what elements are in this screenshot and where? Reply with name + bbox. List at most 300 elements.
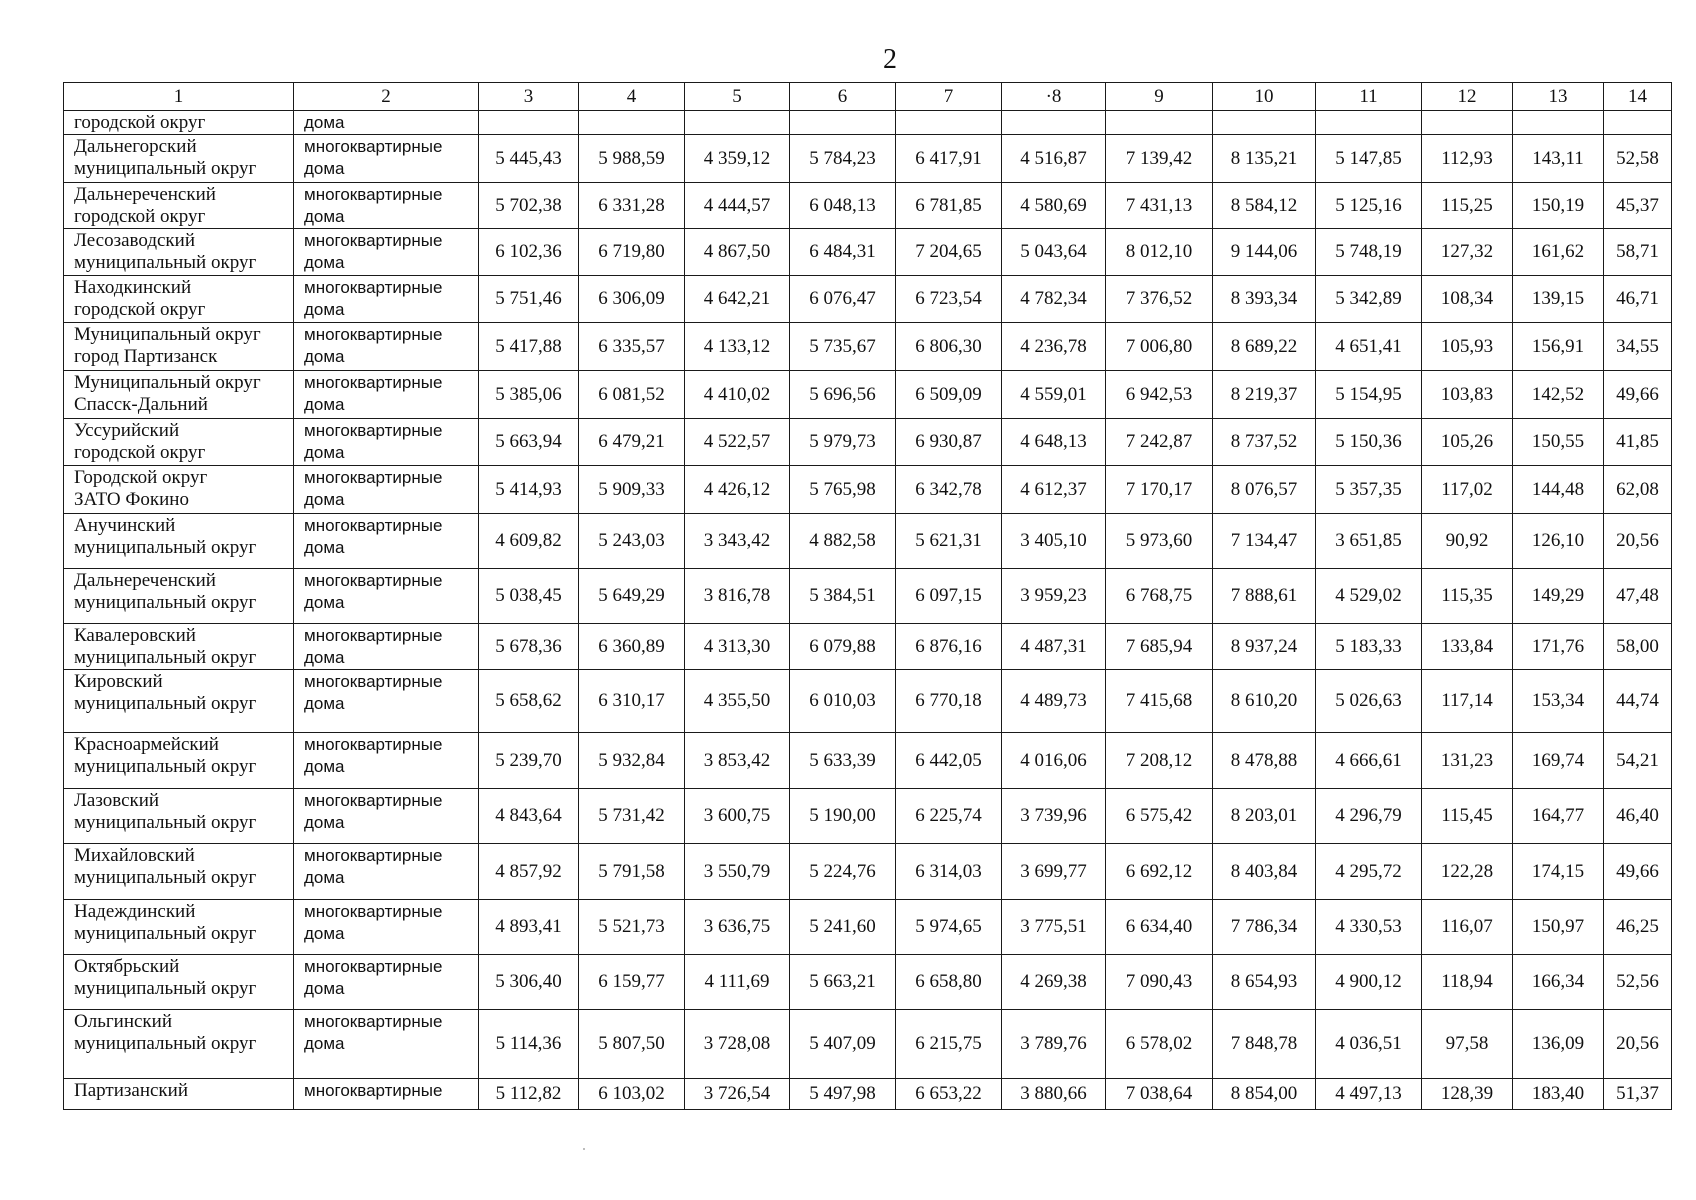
housing-type-line: многоквартирные [304,278,443,297]
value-cell: 6 442,05 [896,733,1002,789]
column-number-header: 10 [1213,83,1316,111]
municipality-name-line: Кавалеровский [74,625,196,646]
municipality-name-cell [64,111,294,135]
value-cell: 6 770,18 [896,670,1002,733]
value-cell: 103,83 [1422,371,1513,419]
value-cell: 5 784,23 [790,135,896,183]
value-cell: 3 636,75 [685,900,790,955]
housing-type-line: дома [304,253,345,272]
value-cell: 5 521,73 [579,900,685,955]
value-cell: 4 651,41 [1316,323,1422,371]
municipality-name-line: Партизанский [74,1080,188,1101]
column-number-header: 14 [1604,83,1672,111]
value-cell: 6 719,80 [579,229,685,276]
value-cell: 6 634,40 [1106,900,1213,955]
value-cell: 4 900,12 [1316,955,1422,1010]
municipality-name-cell [64,733,294,789]
value-cell: 5 932,84 [579,733,685,789]
value-cell: 8 654,93 [1213,955,1316,1010]
table-row [64,323,1672,371]
value-cell: 115,45 [1422,789,1513,844]
value-cell: 3 739,96 [1002,789,1106,844]
value-cell: 6 097,15 [896,569,1002,624]
municipality-name-line: муниципальный округ [74,923,257,944]
value-cell: 46,25 [1604,900,1672,955]
housing-type-line: дома [304,300,345,319]
value-cell: 4 355,50 [685,670,790,733]
housing-type-cell [294,789,479,844]
value-cell [1513,111,1604,135]
housing-type-line: дома [304,538,345,557]
value-cell [1002,111,1106,135]
value-cell: 4 296,79 [1316,789,1422,844]
housing-type-line: дома [304,443,345,462]
value-cell [1106,111,1213,135]
table-row [64,183,1672,229]
housing-type-line: многоквартирные [304,137,443,156]
value-cell: 58,00 [1604,624,1672,670]
municipality-name-line: муниципальный округ [74,693,257,714]
value-cell: 7 090,43 [1106,955,1213,1010]
value-cell: 5 974,65 [896,900,1002,955]
value-cell: 6 048,13 [790,183,896,229]
value-cell: 3 775,51 [1002,900,1106,955]
housing-type-line: дома [304,395,345,414]
value-cell: 54,21 [1604,733,1672,789]
value-cell: 5 114,36 [479,1010,579,1079]
value-cell: 6 103,02 [579,1079,685,1110]
value-cell: 6 930,87 [896,419,1002,466]
value-cell: 4 359,12 [685,135,790,183]
value-cell: 5 979,73 [790,419,896,466]
column-number-header: 6 [790,83,896,111]
value-cell: 7 038,64 [1106,1079,1213,1110]
municipality-name-cell [64,229,294,276]
housing-type-line: многоквартирные [304,231,443,250]
value-cell: 9 144,06 [1213,229,1316,276]
value-cell: 3 699,77 [1002,844,1106,900]
value-cell: 7 204,65 [896,229,1002,276]
value-cell: 7 685,94 [1106,624,1213,670]
value-cell: 5 678,36 [479,624,579,670]
housing-type-cell [294,466,479,514]
municipality-name-line: муниципальный округ [74,647,257,668]
table-body [64,111,1672,1110]
housing-type-line: дома [304,924,345,943]
value-cell: 112,93 [1422,135,1513,183]
value-cell: 5 190,00 [790,789,896,844]
value-cell: 127,32 [1422,229,1513,276]
value-cell: 5 751,46 [479,276,579,323]
municipality-name-line: Уссурийский [74,420,180,441]
value-cell: 4 313,30 [685,624,790,670]
value-cell: 5 988,59 [579,135,685,183]
value-cell: 8 135,21 [1213,135,1316,183]
column-number-header: 1 [64,83,294,111]
value-cell: 4 882,58 [790,514,896,569]
column-number-header: 11 [1316,83,1422,111]
value-cell: 5 973,60 [1106,514,1213,569]
municipality-name-line: муниципальный округ [74,1033,257,1054]
value-cell: 6 806,30 [896,323,1002,371]
municipality-name-line: Дальнегорский [74,136,197,157]
value-cell: 4 580,69 [1002,183,1106,229]
value-cell: 5 414,93 [479,466,579,514]
housing-type-line: дома [304,979,345,998]
municipality-name-cell [64,371,294,419]
value-cell: 166,34 [1513,955,1604,1010]
value-cell: 7 848,78 [1213,1010,1316,1079]
value-cell: 5 243,03 [579,514,685,569]
value-cell: 6 417,91 [896,135,1002,183]
municipality-name-cell [64,323,294,371]
table-row [64,111,1672,135]
housing-type-cell [294,569,479,624]
value-cell: 3 600,75 [685,789,790,844]
value-cell: 6 081,52 [579,371,685,419]
value-cell: 6 781,85 [896,183,1002,229]
housing-type-line: многоквартирные [304,957,443,976]
value-cell [579,111,685,135]
value-cell: 5 791,58 [579,844,685,900]
housing-type-line: дома [304,347,345,366]
value-cell: 4 016,06 [1002,733,1106,789]
municipality-name-line: муниципальный округ [74,592,257,613]
tariff-table-container [63,82,1672,1110]
value-cell: 7 170,17 [1106,466,1213,514]
value-cell: 5 663,21 [790,955,896,1010]
value-cell: 4 236,78 [1002,323,1106,371]
municipality-name-line: муниципальный округ [74,867,257,888]
column-number-header: 9 [1106,83,1213,111]
value-cell: 49,66 [1604,844,1672,900]
municipality-name-line: Лазовский [74,790,160,811]
municipality-name-line: городской округ [74,206,206,227]
value-cell: 108,34 [1422,276,1513,323]
value-cell: 105,93 [1422,323,1513,371]
value-cell: 5 112,82 [479,1079,579,1110]
value-cell: 6 653,22 [896,1079,1002,1110]
value-cell: 3 405,10 [1002,514,1106,569]
municipality-name-line: Михайловский [74,845,195,866]
table-row [64,789,1672,844]
value-cell: 6 342,78 [896,466,1002,514]
value-cell: 6 159,77 [579,955,685,1010]
housing-type-line: многоквартирные [304,1012,443,1031]
value-cell: 150,97 [1513,900,1604,955]
value-cell: 171,76 [1513,624,1604,670]
value-cell: 52,58 [1604,135,1672,183]
housing-type-line: дома [304,648,345,667]
housing-type-line: многоквартирные [304,421,443,440]
municipality-name-cell [64,276,294,323]
value-cell: 150,19 [1513,183,1604,229]
value-cell: 7 242,87 [1106,419,1213,466]
value-cell: 6 484,31 [790,229,896,276]
value-cell: 5 147,85 [1316,135,1422,183]
value-cell: 122,28 [1422,844,1513,900]
housing-type-cell [294,276,479,323]
table-row [64,900,1672,955]
housing-type-line: многоквартирные [304,468,443,487]
value-cell: 6 076,47 [790,276,896,323]
value-cell: 118,94 [1422,955,1513,1010]
value-cell: 46,40 [1604,789,1672,844]
column-number-header: ·8 [1002,83,1106,111]
value-cell: 34,55 [1604,323,1672,371]
value-cell: 4 516,87 [1002,135,1106,183]
municipality-name-line: городской округ [74,442,206,463]
value-cell: 6 310,17 [579,670,685,733]
table-row [64,466,1672,514]
value-cell: 8 219,37 [1213,371,1316,419]
value-cell: 6 768,75 [1106,569,1213,624]
housing-type-cell [294,514,479,569]
housing-type-cell [294,111,479,135]
value-cell: 5 748,19 [1316,229,1422,276]
value-cell: 52,56 [1604,955,1672,1010]
value-cell: 4 487,31 [1002,624,1106,670]
housing-type-cell [294,1079,479,1110]
value-cell: 6 692,12 [1106,844,1213,900]
value-cell: 4 648,13 [1002,419,1106,466]
value-cell: 149,29 [1513,569,1604,624]
municipality-name-line: Дальнереченский [74,184,216,205]
municipality-name-line: городской округ [74,299,206,320]
value-cell: 144,48 [1513,466,1604,514]
value-cell: 7 376,52 [1106,276,1213,323]
value-cell [685,111,790,135]
table-row [64,229,1672,276]
value-cell: 6 079,88 [790,624,896,670]
value-cell: 5 696,56 [790,371,896,419]
table-row [64,569,1672,624]
value-cell: 6 578,02 [1106,1010,1213,1079]
value-cell: 5 621,31 [896,514,1002,569]
value-cell: 6 942,53 [1106,371,1213,419]
value-cell: 4 857,92 [479,844,579,900]
table-row [64,1079,1672,1110]
value-cell: 3 853,42 [685,733,790,789]
housing-type-cell [294,183,479,229]
value-cell: 142,52 [1513,371,1604,419]
housing-type-line: многоквартирные [304,672,443,691]
value-cell: 4 111,69 [685,955,790,1010]
value-cell: 4 410,02 [685,371,790,419]
table-row [64,624,1672,670]
value-cell: 7 415,68 [1106,670,1213,733]
value-cell: 5 241,60 [790,900,896,955]
value-cell: 4 295,72 [1316,844,1422,900]
page-number: 2 [883,44,897,75]
column-number-header: 13 [1513,83,1604,111]
value-cell: 5 239,70 [479,733,579,789]
value-cell: 5 385,06 [479,371,579,419]
value-cell: 105,26 [1422,419,1513,466]
housing-type-line: дома [304,813,345,832]
table-row [64,135,1672,183]
value-cell: 58,71 [1604,229,1672,276]
value-cell: 62,08 [1604,466,1672,514]
table-row [64,733,1672,789]
value-cell: 3 550,79 [685,844,790,900]
column-number-header: 4 [579,83,685,111]
municipality-name-cell [64,466,294,514]
column-number-header-row [64,83,1672,111]
value-cell: 126,10 [1513,514,1604,569]
value-cell: 5 038,45 [479,569,579,624]
value-cell: 5 224,76 [790,844,896,900]
value-cell: 128,39 [1422,1079,1513,1110]
housing-type-line: дома [304,159,345,178]
value-cell: 7 431,13 [1106,183,1213,229]
value-cell: 4 559,01 [1002,371,1106,419]
value-cell: 5 658,62 [479,670,579,733]
value-cell: 5 125,16 [1316,183,1422,229]
value-cell [1604,111,1672,135]
value-cell: 5 026,63 [1316,670,1422,733]
table-row [64,670,1672,733]
value-cell: 8 584,12 [1213,183,1316,229]
scan-speck [583,1148,585,1150]
value-cell: 4 612,37 [1002,466,1106,514]
housing-type-cell [294,955,479,1010]
table-row [64,371,1672,419]
housing-type-line: многоквартирные [304,1081,443,1100]
value-cell: 4 426,12 [685,466,790,514]
value-cell: 4 330,53 [1316,900,1422,955]
value-cell: 6 575,42 [1106,789,1213,844]
value-cell: 143,11 [1513,135,1604,183]
value-cell: 174,15 [1513,844,1604,900]
value-cell: 6 314,03 [896,844,1002,900]
housing-type-line: дома [304,490,345,509]
value-cell: 51,37 [1604,1079,1672,1110]
value-cell: 116,07 [1422,900,1513,955]
municipality-name-cell [64,419,294,466]
value-cell: 153,34 [1513,670,1604,733]
housing-type-cell [294,323,479,371]
value-cell: 8 854,00 [1213,1079,1316,1110]
housing-type-cell [294,419,479,466]
housing-type-line: многоквартирные [304,626,443,645]
value-cell: 41,85 [1604,419,1672,466]
value-cell: 115,35 [1422,569,1513,624]
value-cell: 5 183,33 [1316,624,1422,670]
municipality-name-cell [64,670,294,733]
municipality-name-line: Спасск-Дальний [74,394,208,415]
column-number-header: 5 [685,83,790,111]
value-cell: 8 012,10 [1106,229,1213,276]
housing-type-line: многоквартирные [304,735,443,754]
municipality-name-line: муниципальный округ [74,756,257,777]
value-cell: 5 417,88 [479,323,579,371]
value-cell: 156,91 [1513,323,1604,371]
value-cell: 5 306,40 [479,955,579,1010]
municipality-name-line: Ольгинский [74,1011,172,1032]
table-row [64,514,1672,569]
housing-type-line: дома [304,593,345,612]
municipality-name-cell [64,1079,294,1110]
value-cell: 5 384,51 [790,569,896,624]
value-cell: 5 407,09 [790,1010,896,1079]
municipality-name-line: муниципальный округ [74,252,257,273]
column-number-header: 7 [896,83,1002,111]
value-cell: 4 867,50 [685,229,790,276]
municipality-name-cell [64,569,294,624]
housing-type-cell [294,900,479,955]
value-cell: 8 610,20 [1213,670,1316,733]
value-cell: 4 609,82 [479,514,579,569]
value-cell: 7 786,34 [1213,900,1316,955]
value-cell: 5 445,43 [479,135,579,183]
value-cell: 5 649,29 [579,569,685,624]
housing-type-line: многоквартирные [304,185,443,204]
column-number-header: 12 [1422,83,1513,111]
value-cell [1422,111,1513,135]
value-cell: 44,74 [1604,670,1672,733]
value-cell: 3 789,76 [1002,1010,1106,1079]
municipality-name-line: ЗАТО Фокино [74,489,189,510]
value-cell: 5 497,98 [790,1079,896,1110]
municipality-name-line: Надеждинский [74,901,196,922]
value-cell: 4 497,13 [1316,1079,1422,1110]
municipality-name-cell [64,624,294,670]
value-cell [790,111,896,135]
table-row [64,844,1672,900]
municipality-name-line: Дальнереченский [74,570,216,591]
value-cell: 5 633,39 [790,733,896,789]
housing-type-line: дома [304,1034,345,1053]
value-cell: 6 331,28 [579,183,685,229]
value-cell: 3 726,54 [685,1079,790,1110]
value-cell: 20,56 [1604,514,1672,569]
municipality-name-line: муниципальный округ [74,537,257,558]
housing-type-line: многоквартирные [304,902,443,921]
table-row [64,1010,1672,1079]
table-row [64,276,1672,323]
housing-type-line: дома [304,207,345,226]
municipality-name-cell [64,789,294,844]
value-cell: 5 342,89 [1316,276,1422,323]
value-cell: 139,15 [1513,276,1604,323]
value-cell: 90,92 [1422,514,1513,569]
value-cell: 150,55 [1513,419,1604,466]
value-cell: 4 893,41 [479,900,579,955]
municipality-name-line: Кировский [74,671,163,692]
value-cell: 8 076,57 [1213,466,1316,514]
value-cell: 45,37 [1604,183,1672,229]
value-cell: 8 689,22 [1213,323,1316,371]
value-cell: 8 937,24 [1213,624,1316,670]
value-cell: 8 478,88 [1213,733,1316,789]
housing-type-cell [294,670,479,733]
value-cell: 169,74 [1513,733,1604,789]
value-cell: 49,66 [1604,371,1672,419]
housing-type-line: дома [304,694,345,713]
value-cell [1316,111,1422,135]
municipality-name-line: Октябрьский [74,956,180,977]
value-cell: 7 134,47 [1213,514,1316,569]
value-cell: 8 737,52 [1213,419,1316,466]
municipality-name-line: Муниципальный округ [74,324,261,345]
municipality-name-cell [64,514,294,569]
municipality-name-line: муниципальный округ [74,812,257,833]
value-cell: 3 816,78 [685,569,790,624]
value-cell: 4 529,02 [1316,569,1422,624]
value-cell: 4 489,73 [1002,670,1106,733]
municipality-name-line: Городской округ [74,467,208,488]
